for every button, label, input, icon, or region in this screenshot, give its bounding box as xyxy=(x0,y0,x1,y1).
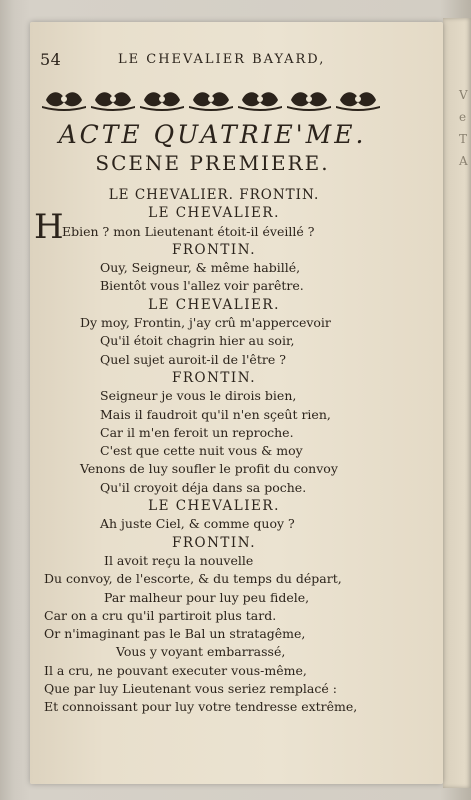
act-title: ACTE QUATRIE'ME. xyxy=(58,120,367,149)
speaker-name: FRONTIN. xyxy=(172,241,256,258)
dialogue-lines xyxy=(44,204,384,716)
scene-title: SCENE PREMIERE. xyxy=(95,151,330,175)
verse-line: Il a cru, ne pouvant executer vous-même, xyxy=(44,662,307,678)
adjacent-page-fragment: T xyxy=(459,132,468,146)
verse-line: Ebien ? mon Lieutenant étoit-il éveillé ? xyxy=(62,223,315,239)
verse-line: Vous y voyant embarrassé, xyxy=(116,644,286,660)
speaker-name: FRONTIN. xyxy=(172,369,256,386)
verse-line: Que par luy Lieutenant vous seriez remplacé : xyxy=(44,681,337,697)
verse-line: Il avoit reçu la nouvelle xyxy=(104,552,254,568)
verse-line: Mais il faudroit qu'il n'en sçeût rien, xyxy=(100,406,331,422)
verse-line: Ouy, Seigneur, & même habillé, xyxy=(100,260,301,276)
verse-line: Qu'il étoit chagrin hier au soir, xyxy=(100,333,295,349)
verse-line: Qu'il croyoit déja dans sa poche. xyxy=(100,479,307,495)
speaker-name: LE CHEVALIER. xyxy=(148,205,280,222)
verse-line: Or n'imaginant pas le Bal un stratagême, xyxy=(44,626,306,642)
verse-line: Par malheur pour luy peu fidele, xyxy=(104,589,310,605)
verse-line: Et connoissant pour luy votre tendresse extrême, xyxy=(44,699,358,715)
speaker-name: FRONTIN. xyxy=(172,534,256,551)
verse-line: Bientôt vous l'allez voir parêtre. xyxy=(100,278,304,294)
drop-cap: H xyxy=(34,207,64,247)
adjacent-page-edge xyxy=(443,18,471,788)
verse-line: Car on a cru qu'il partiroit plus tard. xyxy=(44,607,277,623)
verse-line: C'est que cette nuit vous & moy xyxy=(100,443,303,459)
speaker-name: LE CHEVALIER. xyxy=(148,296,280,313)
verse-line: Dy moy, Frontin, j'ay crû m'appercevoir xyxy=(80,315,331,331)
verse-line: Ah juste Ciel, & comme quoy ? xyxy=(100,516,295,532)
verse-line: Quel sujet auroit-il de l'être ? xyxy=(100,351,286,367)
verse-line: Car il m'en feroit un reproche. xyxy=(100,424,294,440)
verse-line: Du convoy, de l'escorte, & du temps du départ, xyxy=(44,571,342,587)
running-title: LE CHEVALIER BAYARD, xyxy=(118,52,326,67)
speaker-name: LE CHEVALIER. xyxy=(148,498,280,515)
verse-line: Seigneur je vous le dirois bien, xyxy=(100,388,297,404)
adjacent-page-fragment: V xyxy=(459,88,468,102)
play-text xyxy=(44,186,384,717)
cast-list: LE CHEVALIER. FRONTIN. xyxy=(108,187,320,203)
floral-ornament-icon xyxy=(42,86,383,112)
page-number: 54 xyxy=(40,50,62,69)
verse-line: Venons de luy soufler le profit du convoy xyxy=(80,461,338,477)
adjacent-page-fragment: A xyxy=(459,154,468,168)
adjacent-page-fragment: e xyxy=(459,110,467,124)
page-header xyxy=(40,50,385,72)
